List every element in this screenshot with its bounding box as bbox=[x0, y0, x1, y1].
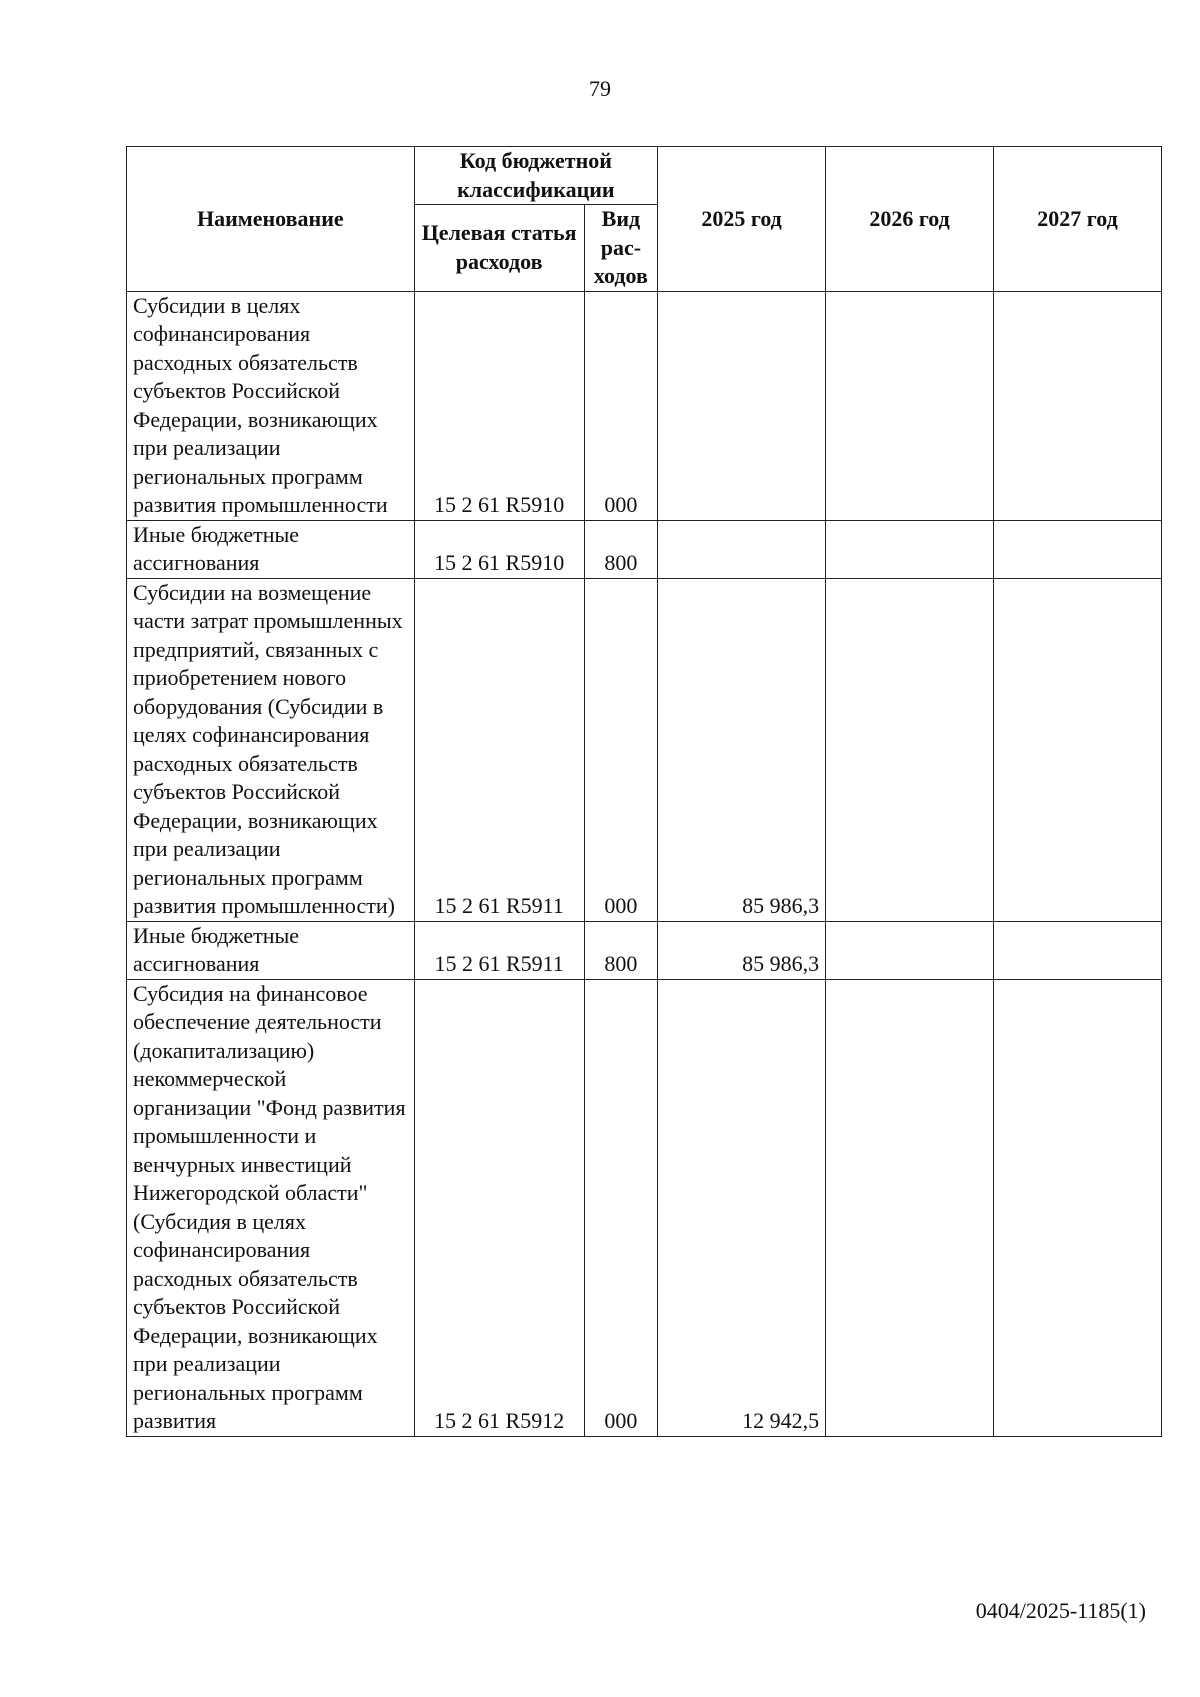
row-2026-value bbox=[826, 921, 994, 979]
row-target-code: 15 2 61 R5910 bbox=[414, 520, 584, 578]
budget-table bbox=[126, 146, 1162, 1437]
header-expense-kind: Вид рас-ходов bbox=[584, 205, 657, 292]
header-code-group: Код бюджетной классификации bbox=[414, 147, 658, 205]
row-2027-value bbox=[994, 291, 1162, 520]
table-row bbox=[127, 291, 1162, 520]
row-target-code: 15 2 61 R5911 bbox=[414, 578, 584, 921]
header-2027: 2027 год bbox=[994, 147, 1162, 292]
row-expense-kind: 000 bbox=[584, 979, 657, 1436]
table-body bbox=[127, 291, 1162, 1436]
page-number: 79 bbox=[589, 76, 611, 101]
row-2027-value bbox=[994, 578, 1162, 921]
row-target-code: 15 2 61 R5910 bbox=[414, 291, 584, 520]
row-2026-value bbox=[826, 520, 994, 578]
row-2026-value bbox=[826, 578, 994, 921]
table-row bbox=[127, 979, 1162, 1436]
table-row bbox=[127, 578, 1162, 921]
document-id: 0404/2025-1185(1) bbox=[975, 1598, 1146, 1623]
header-name: Наименование bbox=[127, 147, 415, 292]
table-header bbox=[127, 147, 1162, 292]
row-2025-value: 12 942,5 bbox=[658, 979, 826, 1436]
row-2025-value bbox=[658, 291, 826, 520]
row-expense-kind: 800 bbox=[584, 520, 657, 578]
row-expense-kind: 000 bbox=[584, 578, 657, 921]
row-name: Субсидии в целях софинансирования расходных обязательств субъектов Российской Федерации, возникающих при реализации региональных программ развития промышленности bbox=[127, 291, 415, 520]
row-name: Иные бюджетные ассигнования bbox=[127, 921, 415, 979]
row-name: Субсидии на возмещение части затрат промышленных предприятий, связанных с приобретением нового оборудования (Субсидии в целях софинансирования расходных обязательств субъектов Российской Федерации, возникающих при реализации региональных программ развития промышленности) bbox=[127, 578, 415, 921]
row-2026-value bbox=[826, 291, 994, 520]
row-name: Субсидия на финансовое обеспечение деятельности (докапитализацию) некоммерческой организации "Фонд развития промышленности и венчурных инвестиций Нижегородской области" (Субсидия в целях софинансирования расходных обязательств субъектов Российской Федерации, возникающих при реализации региональных программ развития bbox=[127, 979, 415, 1436]
table-row bbox=[127, 520, 1162, 578]
row-2025-value: 85 986,3 bbox=[658, 921, 826, 979]
row-target-code: 15 2 61 R5911 bbox=[414, 921, 584, 979]
row-2027-value bbox=[994, 921, 1162, 979]
table-row bbox=[127, 921, 1162, 979]
header-target-article: Целевая статья расходов bbox=[414, 205, 584, 292]
header-2026: 2026 год bbox=[826, 147, 994, 292]
row-expense-kind: 000 bbox=[584, 291, 657, 520]
row-2025-value bbox=[658, 520, 826, 578]
row-name: Иные бюджетные ассигнования bbox=[127, 520, 415, 578]
row-2025-value: 85 986,3 bbox=[658, 578, 826, 921]
header-2025: 2025 год bbox=[658, 147, 826, 292]
row-2026-value bbox=[826, 979, 994, 1436]
row-expense-kind: 800 bbox=[584, 921, 657, 979]
row-2027-value bbox=[994, 979, 1162, 1436]
row-target-code: 15 2 61 R5912 bbox=[414, 979, 584, 1436]
row-2027-value bbox=[994, 520, 1162, 578]
